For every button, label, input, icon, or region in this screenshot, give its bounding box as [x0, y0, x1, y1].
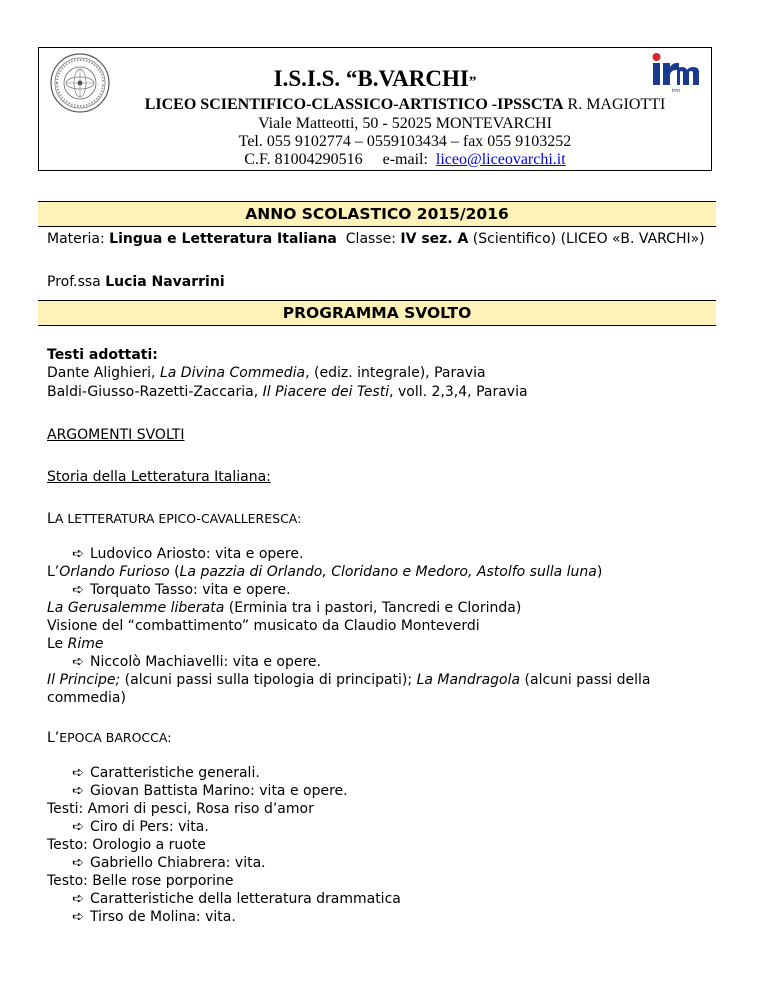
work-title: Orlando Furioso: [59, 564, 170, 580]
text-line: Testo: Belle rose porporine: [47, 873, 234, 889]
class-detail: (Scientifico) (LICEO «B. VARCHI»): [472, 231, 705, 247]
textbook-1-author: Dante Alighieri,: [47, 365, 160, 381]
textbook-2: [47, 383, 528, 401]
list-item-text: Gabriello Chiabrera: vita.: [90, 855, 266, 871]
section-baroque-heading: [47, 729, 171, 747]
list-item-text: Niccolò Machiavelli: vita e opere.: [90, 654, 321, 670]
list-item: [72, 854, 266, 872]
textbook-1: [47, 364, 486, 382]
list-item: [72, 764, 260, 782]
arrow-icon: ➪: [72, 819, 84, 835]
textbooks-heading: Testi adottati:: [47, 347, 158, 363]
section-baroque-cap: L’: [47, 730, 60, 746]
fiscal-code: C.F. 81004290516: [244, 151, 363, 168]
section-epic-cap: L: [47, 511, 55, 527]
text-line: [47, 635, 104, 653]
arrow-icon: ➪: [72, 546, 84, 562]
irm-logo-text: irm: [671, 88, 681, 93]
text-line: [47, 599, 521, 617]
email-label: e-mail:: [382, 151, 428, 168]
school-type-bold: LICEO SCIENTIFICO-CLASSICO-ARTISTICO -IPSSCTA: [144, 96, 564, 113]
textbook-1-detail: , (ediz. integrale), Paravia: [305, 365, 486, 381]
section-baroque-rest: EPOCA BAROCCA:: [59, 730, 172, 745]
text-fragment: L’: [47, 564, 60, 580]
school-name-text: I.S.I.S. “B.VARCHI: [273, 66, 469, 91]
school-type-line: [99, 96, 711, 114]
work-title: La Mandragola: [416, 672, 521, 688]
text-line: [47, 671, 651, 689]
list-item: [72, 581, 291, 599]
arrow-icon: ➪: [72, 891, 84, 907]
list-item-text: Ciro di Pers: vita.: [90, 819, 209, 835]
school-name-quote: ”: [468, 74, 477, 90]
subject-label: Materia:: [47, 231, 105, 247]
arrow-icon: ➪: [72, 783, 84, 799]
school-year-band: ANNO SCOLASTICO 2015/2016: [38, 201, 716, 227]
text-fragment: ): [596, 564, 603, 580]
list-item: [72, 818, 209, 836]
subject-value: Lingua e Letteratura Italiana: [109, 231, 337, 247]
list-item: [72, 908, 236, 926]
section-epic-heading: [47, 510, 301, 528]
arrow-icon: ➪: [72, 765, 84, 781]
work-title: Rime: [67, 636, 104, 652]
topics-heading: ARGOMENTI SVOLTI: [47, 427, 185, 443]
class-label: Classe:: [345, 231, 396, 247]
arrow-icon: ➪: [72, 855, 84, 871]
cf-email-line: [99, 151, 711, 169]
text-fragment: Le: [47, 636, 68, 652]
work-passages: La pazzia di Orlando, Cloridano e Medoro, Astolfo sulla luna: [179, 564, 597, 580]
text-fragment: (: [169, 564, 180, 580]
teacher-name: Lucia Navarrini: [105, 274, 225, 290]
list-item-text: Ludovico Ariosto: vita e opere.: [90, 546, 304, 562]
program-band: PROGRAMMA SVOLTO: [38, 300, 716, 326]
school-name: [39, 66, 711, 92]
textbook-1-title: La Divina Commedia: [159, 365, 306, 381]
email-link[interactable]: liceo@liceovarchi.it: [435, 151, 566, 168]
letterhead: [38, 47, 712, 171]
list-item: [72, 782, 348, 800]
teacher-label: Prof.ssa: [47, 274, 101, 290]
text-line: Visione del “combattimento” musicato da Claudio Monteverdi: [47, 618, 480, 634]
arrow-icon: ➪: [72, 909, 84, 925]
subject-class-line: [47, 230, 705, 248]
address-line: Viale Matteotti, 50 - 52025 MONTEVARCHI: [258, 115, 552, 132]
text-line: [47, 563, 602, 581]
phone-line: Tel. 055 9102774 – 0559103434 – fax 055 9103252: [238, 133, 572, 150]
text-fragment: (alcuni passi sulla tipologia di principati);: [120, 672, 417, 688]
list-item-text: Tirso de Molina: vita.: [90, 909, 236, 925]
literature-history-heading: Storia della Letteratura Italiana:: [47, 469, 271, 485]
class-value: IV sez. A: [400, 231, 469, 247]
list-item-text: Caratteristiche della letteratura drammatica: [90, 891, 401, 907]
list-item-text: Giovan Battista Marino: vita e opere.: [90, 783, 348, 799]
textbook-2-title: Il Piacere dei Testi: [262, 384, 390, 400]
text-line: Testo: Orologio a ruote: [47, 837, 206, 853]
work-title: Il Principe;: [47, 672, 121, 688]
list-item: [72, 653, 321, 671]
list-item-text: Torquato Tasso: vita e opere.: [90, 582, 291, 598]
teacher-line: [47, 273, 225, 291]
arrow-icon: ➪: [72, 654, 84, 670]
list-item: [72, 890, 401, 908]
school-type-rest: R. MAGIOTTI: [563, 96, 666, 113]
section-epic-rest: A LETTERATURA EPICO-CAVALLERESCA:: [54, 511, 302, 526]
arrow-icon: ➪: [72, 582, 84, 598]
text-fragment: (alcuni passi della: [520, 672, 651, 688]
text-line: commedia): [47, 690, 126, 706]
text-fragment: (Erminia tra i pastori, Tancredi e Clorinda): [224, 600, 522, 616]
list-item-text: Caratteristiche generali.: [90, 765, 260, 781]
text-line: Testi: Amori di pesci, Rosa riso d’amor: [47, 801, 314, 817]
textbook-2-author: Baldi-Giusso-Razetti-Zaccaria,: [47, 384, 263, 400]
work-title: La Gerusalemme liberata: [47, 600, 225, 616]
list-item: [72, 545, 303, 563]
textbook-2-detail: , voll. 2,3,4, Paravia: [389, 384, 528, 400]
